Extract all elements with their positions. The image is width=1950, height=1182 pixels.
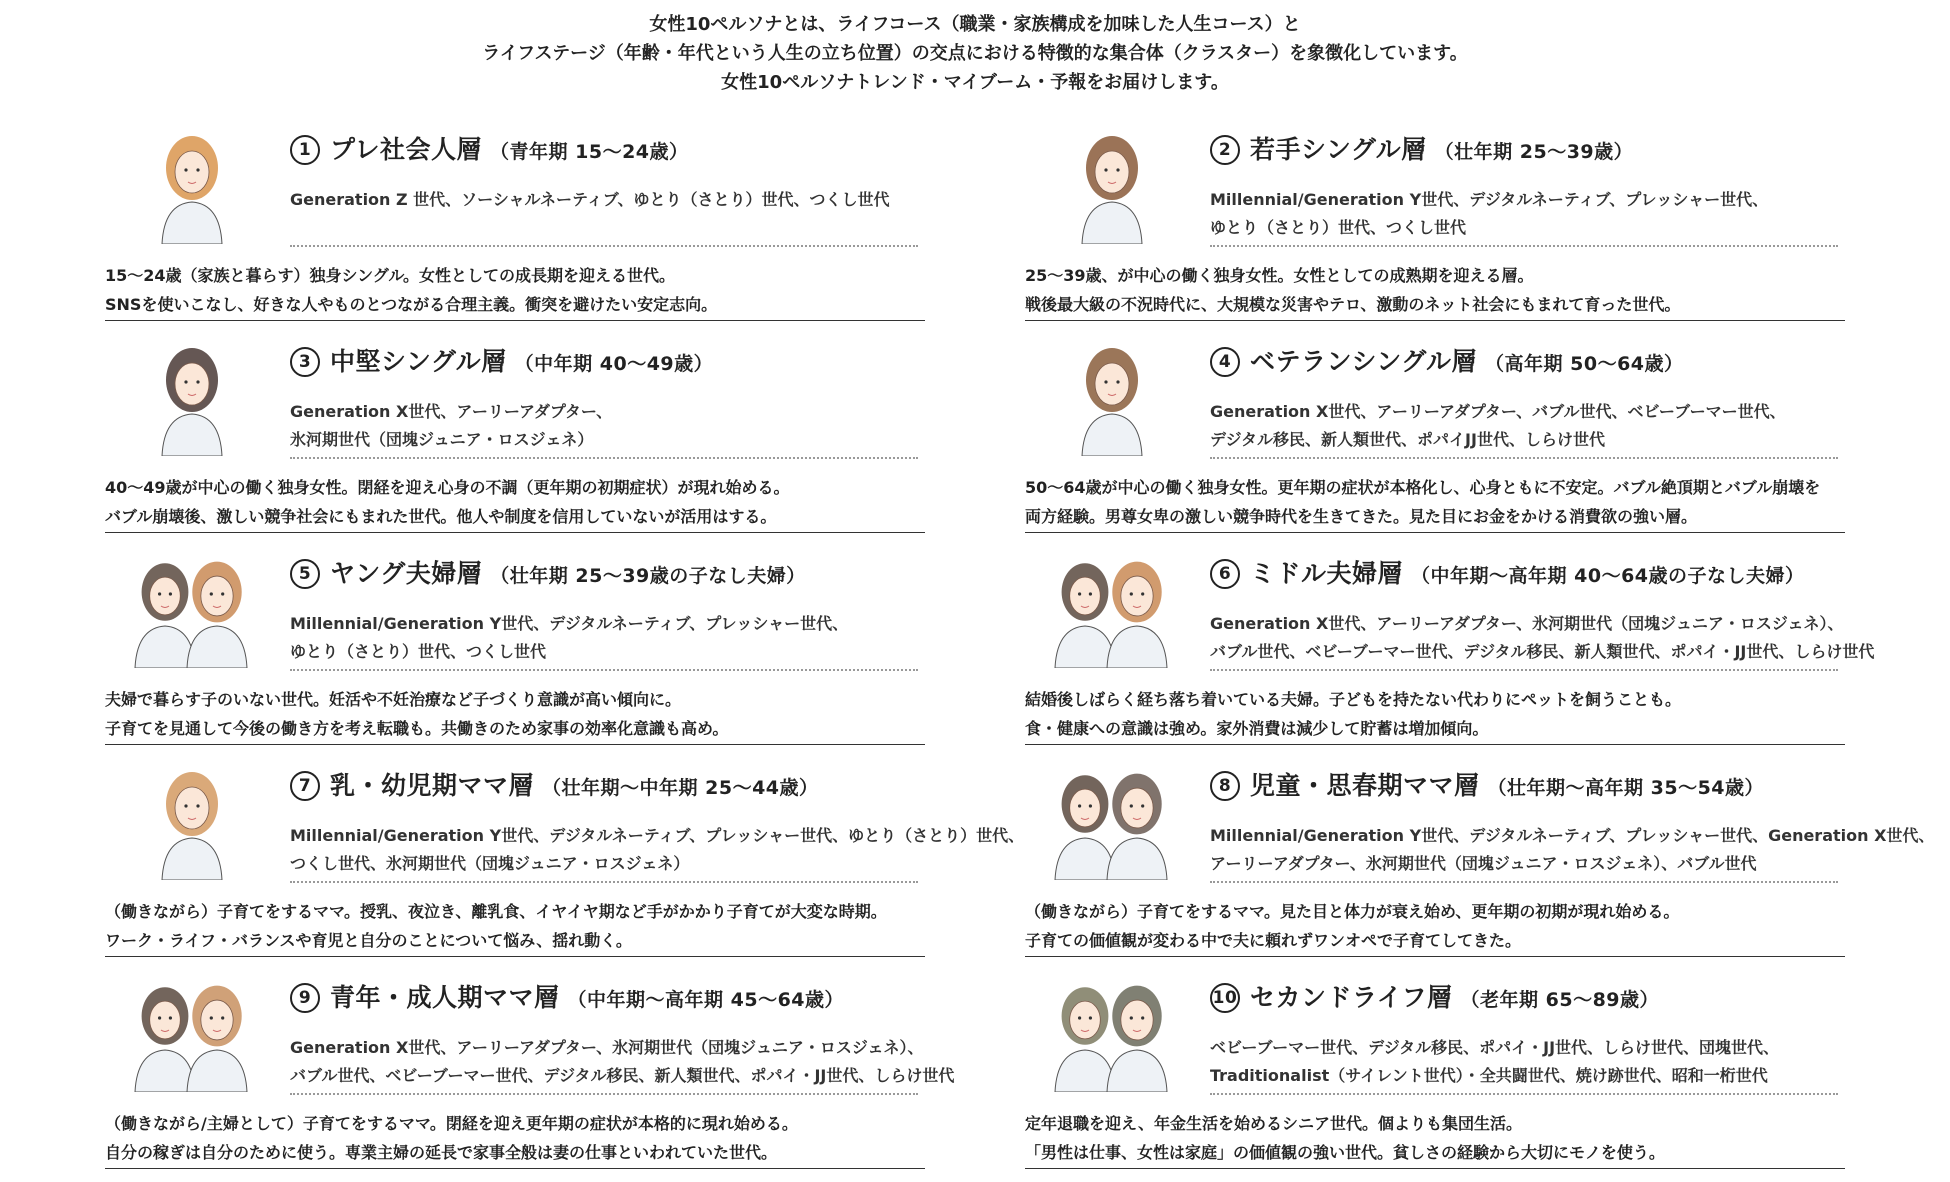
persona-card [1025,320,1845,532]
persona-description-line: 食・健康への意識は強め。家外消費は減少して貯蓄は増加傾向。 [1025,719,1489,738]
persona-generations-line: Millennial/Generation Y世代、デジタルネーティブ、プレッシャー世代、Generation X世代、 [1210,826,1935,845]
persona-title [290,130,689,166]
persona-title [1210,342,1684,378]
persona-description-line: 夫婦で暮らす子のいない世代。妊活や不妊治療など子づくり意識が高い傾向に。 [105,690,682,709]
dotted-divider [290,1093,918,1095]
persona-generations-line: Millennial/Generation Y世代、デジタルネーティブ、プレッシャー世代、ゆとり（さとり）世代、 [290,826,1025,845]
persona-card [1025,108,1845,320]
persona-description-line: （働きながら）子育てをするママ。見た目と体力が衰え始め、更年期の初期が現れ始める。 [1025,902,1680,921]
persona-name: ベテランシングル層 [1250,347,1478,376]
persona-name: 若手シングル層 [1250,135,1427,164]
persona-name: 青年・成人期ママ層 [330,983,560,1012]
persona-number-badge: 3 [290,347,320,377]
persona-generations-line: デジタル移民、新人類世代、ポパイJJ世代、しらけ世代 [1210,430,1605,449]
persona-generations [290,1034,954,1090]
persona-generations [1210,610,1874,666]
persona-name: ミドル夫婦層 [1250,559,1404,588]
persona-card [105,108,925,320]
dotted-divider [1210,669,1838,671]
persona-description [1025,1109,1665,1167]
persona-illustration [1037,748,1187,880]
persona-illustration [1037,960,1187,1092]
persona-illustration [1037,112,1187,244]
persona-description-line: 「男性は仕事、女性は家庭」の価値観の強い世代。貧しさの経験から大切にモノを使う。 [1025,1143,1665,1162]
persona-generations [1210,186,1768,242]
persona-description [105,261,717,319]
persona-generations [290,186,890,214]
persona-generations-line: ゆとり（さとり）世代、つくし世代 [1210,218,1467,237]
persona-age-range: （壮年期 25〜39歳の子なし夫婦） [490,565,806,587]
dotted-divider [1210,245,1838,247]
persona-generations-line: バブル世代、ベビーブーマー世代、デジタル移民、新人類世代、ポパイ・JJ世代、しらけ世代 [290,1066,955,1085]
persona-age-range: （中年期〜高年期 40〜64歳の子なし夫婦） [1411,565,1805,587]
persona-age-range: （老年期 65〜89歳） [1460,989,1660,1011]
persona-illustration [117,748,267,880]
persona-description-line: 40〜49歳が中心の働く独身女性。閉経を迎え心身の不調（更年期の初期症状）が現れ始める。 [105,478,790,497]
persona-generations [1210,1034,1779,1090]
dotted-divider [1210,457,1838,459]
dotted-divider [1210,881,1838,883]
persona-name: プレ社会人層 [330,135,483,164]
persona-description-line: ワーク・ライフ・バランスや育児と自分のことについて悩み、揺れ動く。 [105,931,632,950]
persona-card [105,320,925,532]
persona-card [1025,744,1935,956]
persona-generations-line: Generation X世代、アーリーアダプター、バブル世代、ベビーブーマー世代、 [1210,402,1786,421]
persona-title [1210,130,1633,166]
persona-name: 中堅シングル層 [330,347,507,376]
persona-generations-line: 氷河期世代（団塊ジュニア・ロスジェネ） [290,430,594,449]
persona-description-line: バブル崩壊後、激しい競争社会にもまれた世代。他人や制度を信用していないが活用はする。 [105,507,777,526]
persona-title [290,766,819,802]
persona-generations-line: Generation X世代、アーリーアダプター、氷河期世代（団塊ジュニア・ロスジェネ）、 [290,1038,924,1057]
persona-description-line: 25〜39歳、が中心の働く独身女性。女性としての成熟期を迎える層。 [1025,266,1534,285]
persona-description-line: 定年退職を迎え、年金生活を始めるシニア世代。個よりも集団生活。 [1025,1114,1522,1133]
persona-age-range: （中年期 40〜49歳） [514,353,714,375]
persona-generations [290,822,1024,878]
persona-illustration [1037,536,1187,668]
persona-description-line: 15〜24歳（家族と暮らす）独身シングル。女性としての成長期を迎える世代。 [105,266,676,285]
persona-number-badge: 10 [1210,983,1240,1013]
persona-generations-line: ベビーブーマー世代、デジタル移民、ポパイ・JJ世代、しらけ世代、団塊世代、 [1210,1038,1780,1057]
persona-age-range: （青年期 15〜24歳） [490,141,689,163]
persona-title [1210,766,1764,802]
persona-description [1025,897,1679,955]
persona-generations [1210,398,1786,454]
section-divider [1025,1168,1845,1169]
persona-description-line: SNSを使いこなし、好きな人やものとつながる合理主義。衝突を避けたい安定志向。 [105,295,718,314]
persona-illustration [117,536,267,668]
persona-age-range: （高年期 50〜64歳） [1485,353,1684,375]
persona-card [105,744,1025,956]
persona-description [1025,473,1820,531]
intro-line: 女性10ペルソナトレンド・マイブーム・予報をお届けします。 [721,72,1229,93]
persona-illustration [1037,324,1187,456]
persona-description-line: 結婚後しばらく経ち落ち着いている夫婦。子どもを持たない代わりにペットを飼うことも。 [1025,690,1682,709]
persona-title [290,978,844,1014]
persona-number-badge: 2 [1210,135,1240,165]
intro-text [0,10,1950,97]
persona-title [1210,554,1805,590]
persona-description-line: 戦後最大級の不況時代に、大規模な災害やテロ、激動のネット社会にもまれて育った世代。 [1025,295,1681,314]
persona-illustration [117,960,267,1092]
persona-generations [290,610,848,666]
persona-card [105,532,925,744]
persona-generations-line: Generation X世代、アーリーアダプター、 [290,402,613,421]
dotted-divider [1210,1093,1838,1095]
persona-description [105,1109,798,1167]
dotted-divider [290,881,918,883]
persona-description [105,897,887,955]
persona-title [1210,978,1659,1014]
persona-generations-line: つくし世代、氷河期世代（団塊ジュニア・ロスジェネ） [290,854,690,873]
dotted-divider [290,669,918,671]
persona-name: 乳・幼児期ママ層 [330,771,535,800]
persona-description-line: 自分の稼ぎは自分のために使う。専業主婦の延長で家事全般は妻の仕事といわれていた世代。 [105,1143,778,1162]
persona-generations-line: バブル世代、ベビーブーマー世代、デジタル移民、新人類世代、ポパイ・JJ世代、しらけ世代 [1210,642,1875,661]
persona-number-badge: 1 [290,135,320,165]
persona-description-line: 子育てを見通して今後の働き方を考え転職も。共働きのため家事の効率化意識も高め。 [105,719,729,738]
persona-number-badge: 5 [290,559,320,589]
persona-card [1025,532,1875,744]
persona-generations-line: ゆとり（さとり）世代、つくし世代 [290,642,547,661]
intro-line: ライフステージ（年齢・年代という人生の立ち位置）の交点における特徴的な集合体（クラスター）を象徴化しています。 [482,43,1468,64]
persona-generations-line: アーリーアダプター、氷河期世代（団塊ジュニア・ロスジェネ）、バブル世代 [1210,854,1757,873]
persona-description [105,473,790,531]
persona-number-badge: 9 [290,983,320,1013]
persona-title [290,342,713,378]
persona-description [1025,261,1680,319]
persona-generations-line: Generation Z 世代、ソーシャルネーティブ、ゆとり（さとり）世代、つくし世代 [290,190,890,209]
dotted-divider [290,457,918,459]
persona-illustration [117,324,267,456]
persona-age-range: （壮年期〜高年期 35〜54歳） [1487,777,1765,799]
persona-description-line: 50〜64歳が中心の働く独身女性。更年期の症状が本格化し、心身ともに不安定。バブル絶頂期とバブル崩壊を [1025,478,1821,497]
persona-name: ヤング夫婦層 [330,559,483,588]
dotted-divider [290,245,918,247]
persona-generations [290,398,612,454]
persona-description-line: 両方経験。男尊女卑の激しい競争時代を生きてきた。見た目にお金をかける消費欲の強い層。 [1025,507,1698,526]
persona-age-range: （中年期〜高年期 45〜64歳） [567,989,845,1011]
persona-generations [1210,822,1934,878]
persona-age-range: （壮年期 25〜39歳） [1434,141,1634,163]
persona-generations-line: Millennial/Generation Y世代、デジタルネーティブ、プレッシャー世代、 [1210,190,1769,209]
persona-generations-line: Traditionalist（サイレント世代）・全共闘世代、焼け跡世代、昭和一桁世代 [1210,1066,1768,1085]
persona-description-line: 子育ての価値観が変わる中で夫に頼れずワンオペで子育てしてきた。 [1025,931,1522,950]
persona-number-badge: 6 [1210,559,1240,589]
persona-generations-line: Generation X世代、アーリーアダプター、氷河期世代（団塊ジュニア・ロスジェネ）、 [1210,614,1844,633]
persona-description-line: （働きながら/主婦として）子育てをするママ。閉経を迎え更年期の症状が本格的に現れ始める。 [105,1114,798,1133]
persona-number-badge: 8 [1210,771,1240,801]
persona-card [105,956,955,1168]
persona-name: 児童・思春期ママ層 [1250,771,1480,800]
persona-number-badge: 7 [290,771,320,801]
persona-card [1025,956,1845,1168]
persona-age-range: （壮年期〜中年期 25〜44歳） [542,777,819,799]
section-divider [105,1168,925,1169]
intro-line: 女性10ペルソナとは、ライフコース（職業・家族構成を加味した人生コース）と [649,14,1301,35]
persona-description-line: （働きながら）子育てをするママ。授乳、夜泣き、離乳食、イヤイヤ期など手がかかり子育てが大変な時期。 [105,902,887,921]
persona-description [105,685,728,743]
persona-number-badge: 4 [1210,347,1240,377]
persona-illustration [117,112,267,244]
persona-description [1025,685,1681,743]
persona-title [290,554,806,590]
persona-name: セカンドライフ層 [1250,983,1453,1012]
persona-generations-line: Millennial/Generation Y世代、デジタルネーティブ、プレッシャー世代、 [290,614,849,633]
